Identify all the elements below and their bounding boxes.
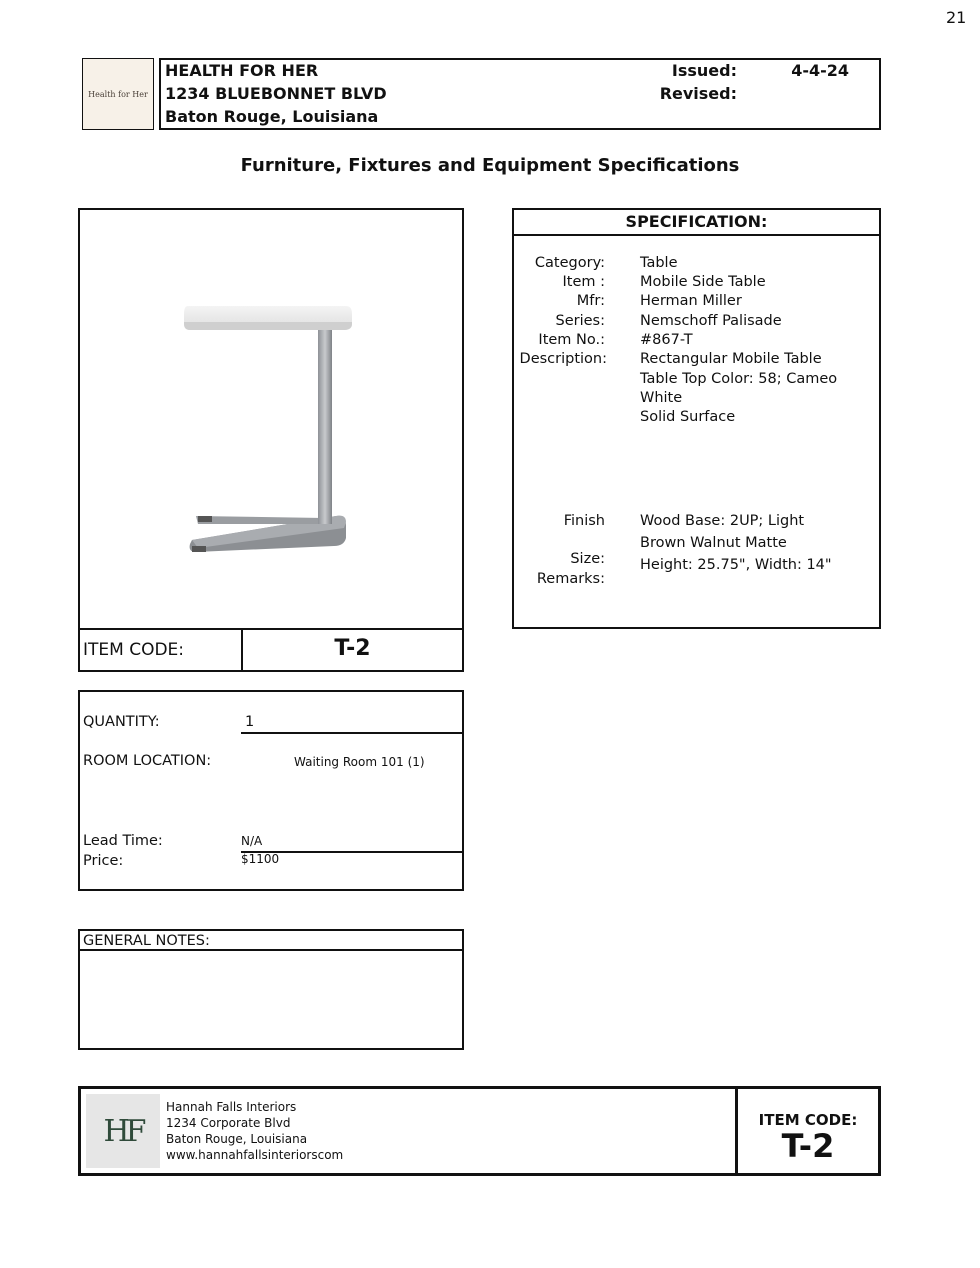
description-line-3: White xyxy=(640,390,683,406)
designer-website: www.hannahfallsinteriorscom xyxy=(166,1148,344,1162)
series-value: Nemschoff Palisade xyxy=(640,313,782,329)
designer-footer xyxy=(78,1086,881,1176)
size-label: Size: xyxy=(570,551,605,567)
specification-panel xyxy=(512,208,881,629)
general-notes-label: GENERAL NOTES: xyxy=(83,933,210,949)
mfr-label: Mfr: xyxy=(576,293,605,309)
product-image-panel xyxy=(78,208,464,672)
order-details-panel xyxy=(78,690,464,891)
mfr-value: Herman Miller xyxy=(640,293,742,309)
quantity-underline xyxy=(241,732,462,734)
series-label: Series: xyxy=(555,313,605,329)
footer-item-code-value: T-2 xyxy=(781,1127,835,1165)
designer-info xyxy=(166,1099,343,1163)
client-logo-text: Health for Her xyxy=(88,89,148,99)
description-label: Description: xyxy=(519,351,607,367)
designer-logo-monogram: HF xyxy=(103,1113,143,1149)
project-address: 1234 BLUEBONNET BLVD xyxy=(165,84,387,103)
size-value: Height: 25.75", Width: 14" xyxy=(640,557,832,573)
page-title: Furniture, Fixtures and Equipment Specifications xyxy=(240,155,740,176)
project-city: Baton Rouge, Louisiana xyxy=(165,107,379,126)
lead-time-label: Lead Time: xyxy=(83,833,163,849)
finish-line-2: Brown Walnut Matte xyxy=(640,535,787,551)
client-logo xyxy=(82,58,154,130)
general-notes-panel xyxy=(78,929,464,1050)
description-line-2: Table Top Color: 58; Cameo xyxy=(640,371,838,387)
room-location-value: Waiting Room 101 (1) xyxy=(294,755,425,769)
item-label: Item : xyxy=(562,274,605,290)
item-code-label: ITEM CODE: xyxy=(83,640,185,660)
finish-label: Finish xyxy=(563,513,605,529)
remarks-label: Remarks: xyxy=(536,571,605,587)
mobile-side-table-illustration xyxy=(80,210,462,628)
finish-line-1: Wood Base: 2UP; Light xyxy=(640,513,805,529)
item-value: Mobile Side Table xyxy=(640,274,766,290)
designer-city: Baton Rouge, Louisiana xyxy=(166,1132,308,1146)
designer-address: 1234 Corporate Blvd xyxy=(166,1116,291,1130)
designer-logo xyxy=(86,1094,160,1168)
description-line-1: Rectangular Mobile Table xyxy=(640,351,822,367)
price-value: $1100 xyxy=(241,852,280,866)
item-code-value: T-2 xyxy=(334,636,371,661)
quantity-label: QUANTITY: xyxy=(83,714,160,730)
item-code-row xyxy=(80,628,462,672)
project-name: HEALTH FOR HER xyxy=(165,61,319,80)
description-line-4: Solid Surface xyxy=(640,409,736,425)
general-notes-divider xyxy=(80,949,462,951)
lead-time-value: N/A xyxy=(241,834,263,848)
quantity-value: 1 xyxy=(245,714,255,730)
designer-company: Hannah Falls Interiors xyxy=(166,1100,297,1114)
page-number: 21 xyxy=(946,8,967,27)
item-no-value: #867-T xyxy=(640,332,693,348)
issued-label: Issued: xyxy=(671,61,737,80)
footer-item-code-label: ITEM CODE: xyxy=(758,1111,858,1129)
item-no-label: Item No.: xyxy=(538,332,605,348)
room-location-label: ROOM LOCATION: xyxy=(83,753,212,769)
project-header xyxy=(159,58,881,130)
category-label: Category: xyxy=(534,255,605,271)
specification-heading: SPECIFICATION: xyxy=(514,210,879,236)
issued-date: 4-4-24 xyxy=(791,61,849,80)
revised-label: Revised: xyxy=(659,84,737,103)
price-label: Price: xyxy=(83,853,124,869)
category-value: Table xyxy=(640,255,678,271)
